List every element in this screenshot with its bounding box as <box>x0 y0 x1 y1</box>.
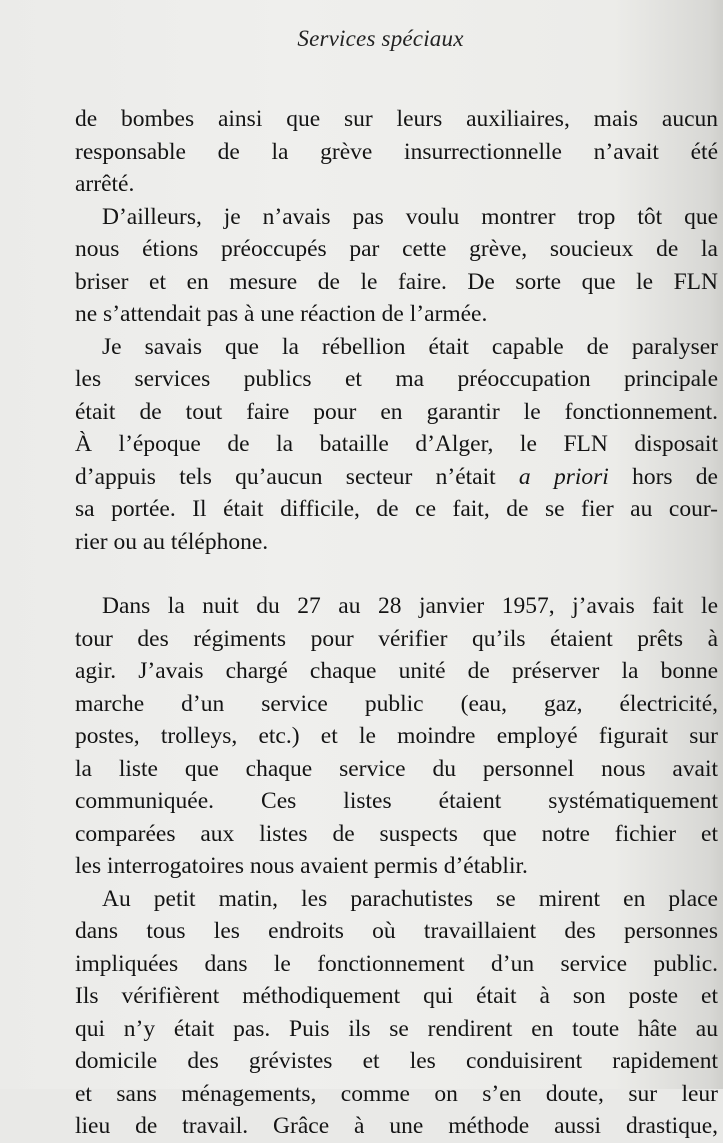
text-line: nous étions préoccupés par cette grève, soucieux de la <box>75 236 718 262</box>
text-line: marche d’un service public (eau, gaz, électricité, <box>75 690 718 717</box>
text-line: postes, trolleys, etc.) et le moindre employé figurait sur <box>75 723 718 749</box>
italic-phrase: a priori <box>518 463 609 490</box>
text-line: impliquées dans le fonctionnement d’un service public. <box>75 950 718 977</box>
text-line: Au petit matin, les parachutistes se mirent en place <box>102 885 718 912</box>
text-line: Ils vérifièrent méthodiquement qui était à son poste et <box>75 983 718 1009</box>
paragraph <box>75 201 718 331</box>
text-segment: hors de <box>608 463 718 490</box>
text-line: les services publics et ma préoccupation principale <box>75 366 718 392</box>
text-line: comparées aux listes de suspects que notre fichier et <box>75 820 718 847</box>
text-line: À l’époque de la bataille d’Alger, le FLN disposait <box>75 431 718 457</box>
text-line: agir. J’avais chargé chaque unité de préserver la bonne <box>75 658 718 684</box>
text-line: arrêté. <box>75 171 135 197</box>
text-line: rier ou au téléphone. <box>75 528 269 555</box>
text-line: Je savais que la rébellion était capable de paralyser <box>102 333 718 360</box>
paragraph <box>75 883 718 1143</box>
page-body <box>75 103 718 1143</box>
text-line: lieu de travail. Grâce à une méthode aussi drastique, <box>75 1113 718 1139</box>
text-segment: d’appuis tels qu’aucun secteur n’était <box>75 463 519 490</box>
text-line: et sans ménagements, comme on s’en doute, sur leur <box>75 1080 718 1107</box>
text-line: de bombes ainsi que sur leurs auxiliaires, mais aucun <box>75 106 718 132</box>
text-line: la liste que chaque service du personnel nous avait <box>75 755 718 782</box>
text-line: D’ailleurs, je n’avais pas voulu montrer trop tôt que <box>102 203 718 230</box>
text-line: sa portée. Il était difficile, de ce fait, de se fier au cour- <box>75 496 718 522</box>
text-line: ne s’attendait pas à une réaction de l’armée. <box>75 301 488 327</box>
paragraph <box>75 103 718 201</box>
paragraph <box>75 331 718 559</box>
text-line <box>75 461 718 494</box>
text-line: briser et en mesure de le faire. De sorte que le FLN <box>75 268 718 295</box>
text-line: les interrogatoires nous avaient permis d’établir. <box>75 853 528 879</box>
text-line: tour des régiments pour vérifier qu’ils étaient prêts à <box>75 625 718 652</box>
text-line: était de tout faire pour en garantir le fonctionnement. <box>75 398 718 425</box>
text-line: domicile des grévistes et les conduisirent rapidement <box>75 1048 718 1074</box>
running-header: Services spéciaux <box>297 26 464 51</box>
text-line: responsable de la grève insurrectionnelle n’avait été <box>75 138 718 165</box>
text-line: communiquée. Ces listes étaient systématiquement <box>75 788 718 814</box>
text-line: dans tous les endroits où travaillaient des personnes <box>75 918 718 944</box>
text-line: Dans la nuit du 27 au 28 janvier 1957, j’avais fait le <box>102 593 718 619</box>
text-line: qui n’y était pas. Puis ils se rendirent en toute hâte au <box>75 1015 718 1042</box>
paragraph <box>75 590 718 883</box>
section-break <box>75 558 718 590</box>
